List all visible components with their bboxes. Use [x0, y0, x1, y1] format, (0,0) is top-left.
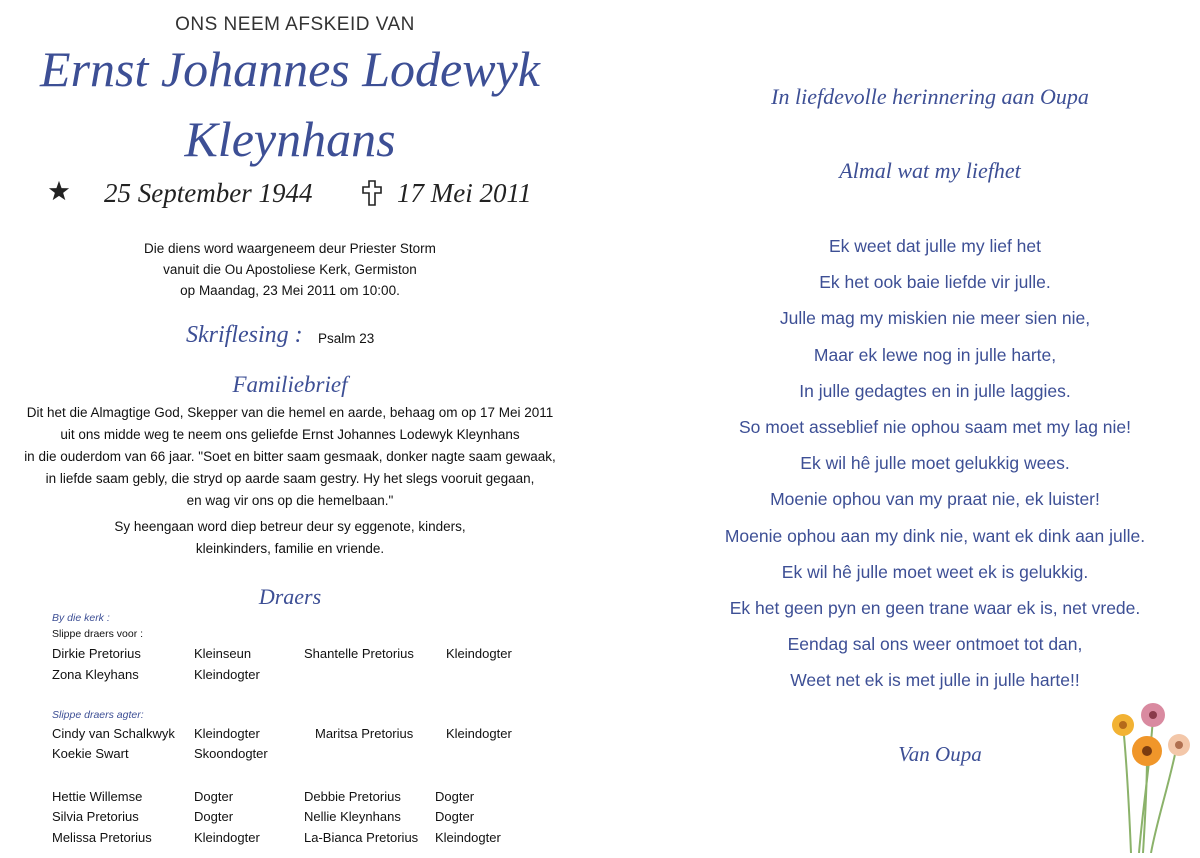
- bearer-name: Dirkie Pretorius: [52, 646, 141, 661]
- bearer-relation: Dogter: [194, 789, 234, 804]
- poem-line: Ek wil hê julle moet gelukkig wees.: [800, 453, 1070, 474]
- bearer-name: Hettie Willemse: [52, 789, 143, 804]
- heengaan-line: Sy heengaan word diep betreur deur sy eggenote, kinders,: [114, 519, 466, 534]
- bearer-relation: Dogter: [435, 809, 475, 824]
- bearer-name: Shantelle Pretorius: [304, 646, 414, 661]
- draers-title: Draers: [258, 584, 322, 609]
- skriflesing-value: Psalm 23: [318, 331, 375, 346]
- poem-line: So moet asseblief nie ophou saam met my lag nie!: [738, 417, 1131, 438]
- cross-icon: [362, 180, 382, 213]
- bearer-relation: Dogter: [435, 789, 475, 804]
- poem-line: Eendag sal ons weer ontmoet tot dan,: [787, 634, 1083, 655]
- poem-line: Moenie ophou aan my dink nie, want ek dink aan julle.: [724, 525, 1146, 546]
- poem-line: In julle gedagtes en in julle laggies.: [799, 380, 1071, 401]
- bearer-name: Nellie Kleynhans: [304, 809, 401, 824]
- bearer-relation: Kleindogter: [435, 830, 501, 845]
- poem-line: Julle mag my miskien nie meer sien nie,: [779, 308, 1091, 329]
- poem-line: Ek wil hê julle moet weet ek is gelukkig.: [781, 561, 1089, 582]
- bearer-relation: Kleindogter: [194, 830, 260, 845]
- heengaan-text: [60, 516, 520, 560]
- bearer-name: Koekie Swart: [52, 746, 129, 761]
- bearer-name: Silvia Pretorius: [52, 809, 139, 824]
- bearer-relation: Dogter: [194, 809, 234, 824]
- poem-line: Ek het geen pyn en geen trane waar ek is, net vrede.: [729, 598, 1141, 619]
- poem-line: Ek het ook baie liefde vir julle.: [819, 272, 1051, 293]
- bearer-name: Debbie Pretorius: [304, 789, 401, 804]
- deceased-name-line2: Kleynhans: [184, 111, 396, 167]
- poem-body: [690, 228, 1180, 699]
- memorial-title: In liefdevolle herinnering aan Oupa: [771, 84, 1089, 109]
- familiebrief-text: [0, 402, 580, 512]
- poem-line: Weet net ek is met julle in julle harte!!: [790, 670, 1080, 691]
- familiebrief-line: in liefde saam gebly, die stryd op aarde saam gestry. Hy het slegs vooruit gegaan,: [45, 471, 535, 486]
- poem-line: Ek weet dat julle my lief het: [828, 236, 1042, 256]
- bearer-relation: Kleindogter: [446, 726, 512, 741]
- slippe-voor-label: Slippe draers voor :: [52, 628, 144, 640]
- familiebrief-line: en wag vir ons op die hemelbaan.": [186, 493, 394, 508]
- signature: Van Oupa: [898, 742, 982, 766]
- heengaan-line: kleinkinders, familie en vriende.: [195, 541, 385, 556]
- poem-title: Almal wat my liefhet: [839, 158, 1021, 183]
- bearer-relation: Kleindogter: [446, 646, 512, 661]
- bearer-relation: Kleindogter: [194, 667, 260, 682]
- header-title: ONS NEEM AFSKEID VAN: [175, 14, 415, 35]
- familiebrief-line: in die ouderdom van 66 jaar. "Soet en bitter saam gesmaak, donker nagte saam gewaak,: [24, 449, 556, 464]
- service-details: [60, 238, 520, 301]
- by-die-kerk-label: By die kerk :: [52, 612, 110, 624]
- service-line: op Maandag, 23 Mei 2011 om 10:00.: [180, 283, 400, 298]
- bearer-relation: Kleindogter: [194, 726, 260, 741]
- bearer-name: Maritsa Pretorius: [315, 726, 414, 741]
- bearer-name: Cindy van Schalkwyk: [52, 726, 175, 741]
- poem-line: Maar ek lewe nog in julle harte,: [813, 344, 1057, 365]
- service-line: vanuit die Ou Apostoliese Kerk, Germiston: [163, 262, 417, 277]
- bearer-name: Melissa Pretorius: [52, 830, 152, 845]
- birth-date: 25 September 1944: [104, 178, 313, 208]
- familiebrief-line: uit ons midde weg te neem ons geliefde Ernst Johannes Lodewyk Kleynhans: [60, 427, 520, 442]
- familiebrief-line: Dit het die Almagtige God, Skepper van die hemel en aarde, behaag om op 17 Mei 2011: [26, 405, 554, 420]
- service-line: Die diens word waargeneem deur Priester Storm: [144, 241, 436, 256]
- deceased-name-line1: Ernst Johannes Lodewyk: [40, 41, 540, 97]
- bearer-name: La-Bianca Pretorius: [304, 830, 419, 845]
- bearer-relation: Kleinseun: [194, 646, 252, 661]
- death-date: 17 Mei 2011: [397, 178, 532, 208]
- poem-line: Moenie ophou van my praat nie, ek luister!: [770, 489, 1100, 510]
- familiebrief-title: Familiebrief: [232, 372, 348, 397]
- bearer-name: Zona Kleyhans: [52, 667, 139, 682]
- skriflesing-label: Skriflesing :: [186, 322, 303, 348]
- star-icon: [48, 180, 70, 209]
- slippe-agter-label: Slippe draers agter:: [52, 709, 144, 721]
- flowers-icon: [1095, 695, 1200, 853]
- bearer-relation: Skoondogter: [194, 746, 268, 761]
